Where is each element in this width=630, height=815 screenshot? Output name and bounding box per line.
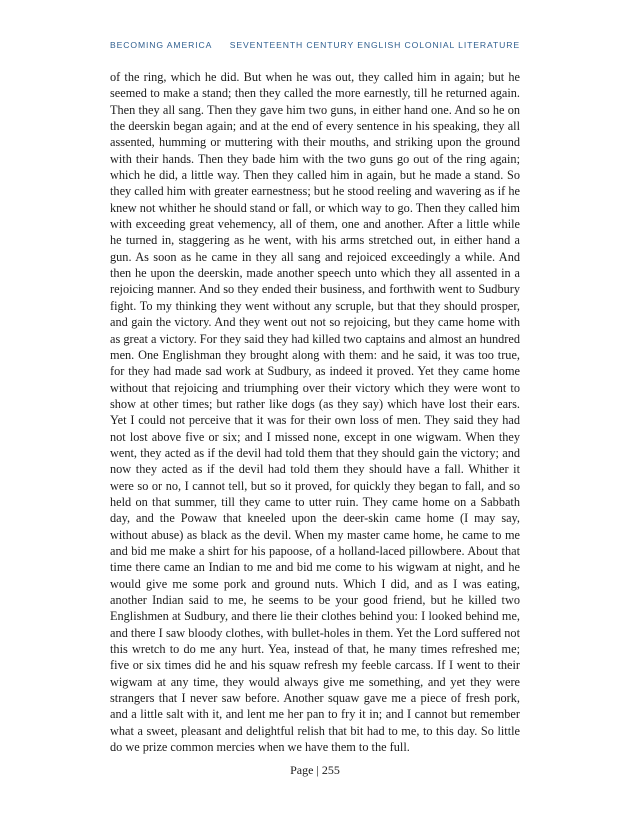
page-number: Page | 255: [290, 763, 340, 777]
section-title: SEVENTEENTH CENTURY ENGLISH COLONIAL LITERATURE: [229, 40, 520, 50]
running-header: [110, 40, 520, 54]
book-title: BECOMING AMERICA: [110, 40, 213, 50]
body-paragraph: of the ring, which he did. But when he was out, they called him in again; but he seemed to make a stand; then they called the more earnestly, till he returned again. Then they all sang. Then they gave him two guns, in either hand one. And so he on the deerskin began again; and at the end of every sentence in his speaking, they all assented, humming or muttering with their mouths, and striking upon the ground with their hands. Then they bade him with the two guns go out of the ring again; which he did, a little way. Then they called him in again, but he made a stand. So they called him with greater earnestness; but he stood reeling and wavering as if he knew not whither he should stand or fall, or which way to go. Then they called him with exceeding great vehemency, all of them, one and another. After a little while he turned in, staggering as he went, with his arms stretched out, in either hand a gun. As soon as he came in they all sang and rejoiced exceedingly a while. And then he upon the deerskin, made another speech unto which they all assented in a rejoicing manner. And so they ended their business, and forthwith went to Sudbury fight. To my thinking they went without any scruple, but that they should prosper, and gain the victory. And they went out not so rejoicing, but they came home with as great a victory. For they said they had killed two captains and almost an hundred men. One Englishman they brought along with them: and he said, it was too true, for they had made sad work at Sudbury, as indeed it proved. Yet they came home without that rejoicing and triumphing over their victory which they were wont to show at other times; but rather like dogs (as they say) which have lost their ears. Yet I could not perceive that it was for their own loss of men. They said they had not lost above five or six; and I missed none, except in one wigwam. When they went, they acted as if the devil had told them that they should gain the victory; and now they acted as if the devil had told them they should have a fall. Whither it were so or no, I cannot tell, but so it proved, for quickly they began to fall, and so held on that summer, till they came to utter ruin. They came home on a Sabbath day, and the Powaw that kneeled upon the deer-skin came home (I may say, without abuse) as black as the devil. When my master came home, he came to me and bid me make a shirt for his papoose, of a holland-laced pillowbere. About that time there came an Indian to me and bid me come to his wigwam at night, and he would give me some pork and ground nuts. Which I did, and as I was eating, another Indian said to me, he seems to be your good friend, but he killed two Englishmen at Sudbury, and there lie their clothes behind you: I looked behind me, and there I saw bloody clothes, with bullet-holes in them. Yet the Lord suffered not this wretch to do me any hurt. Yea, instead of that, he many times refreshed me; five or six times did he and his squaw refresh my feeble carcass. If I went to their wigwam at any time, they would always give me something, and yet they were strangers that I never saw before. Another squaw gave me a piece of fresh pork, and a little salt with it, and lent me her pan to fry it in; and I cannot but remember what a sweet, pleasant and delightful relish that bit had to me, to this day. So little do we prize common mercies when we have them to the full.: [110, 70, 520, 755]
